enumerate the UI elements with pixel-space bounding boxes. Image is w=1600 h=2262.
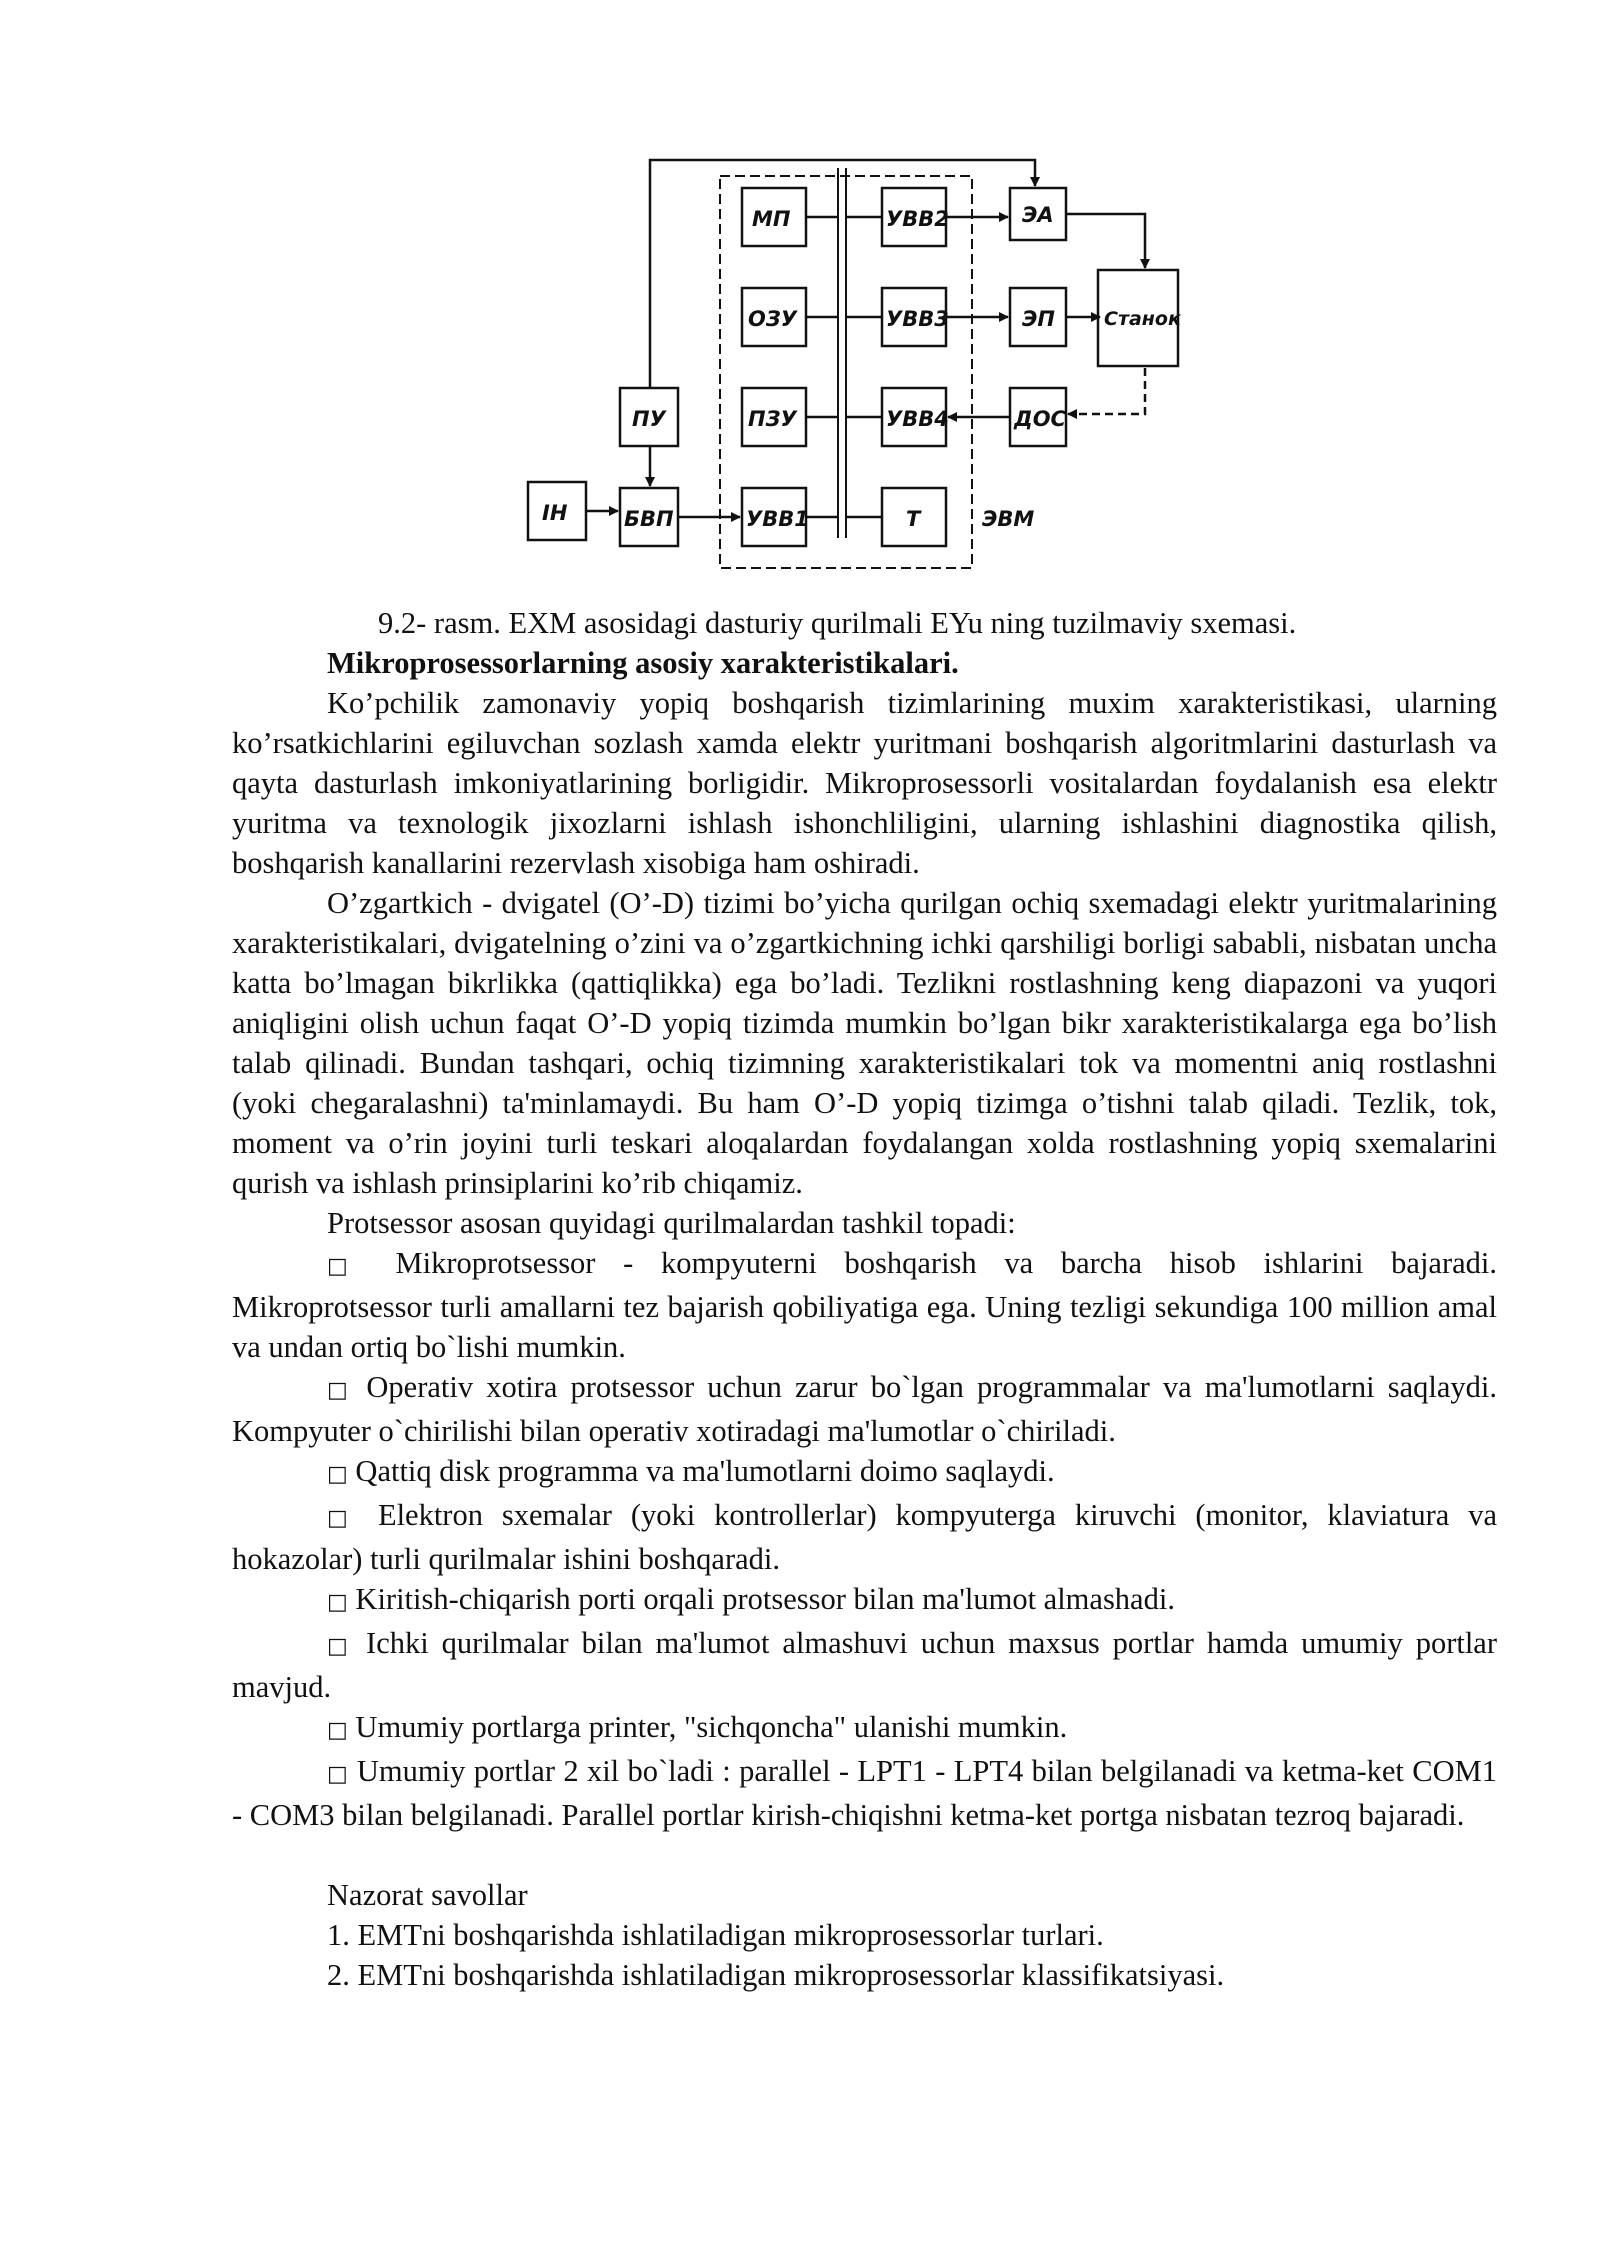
bullet-box-icon: □	[327, 1462, 348, 1487]
block-diagram	[520, 148, 1181, 578]
bullet-box-icon: □	[327, 1254, 368, 1279]
question-item: 2. EMTni boshqarishda ishlatiladigan mikroprosessorlar klassifikatsiyasi.	[327, 1958, 1225, 1992]
label-uvv1: УВВ1	[746, 507, 809, 531]
label-uvv4: УВВ4	[886, 407, 949, 431]
section-heading: Mikroprosessorlarning asosiy xarakteristikalari.	[327, 646, 959, 680]
paragraph-3: Protsessor asosan quyidagi qurilmalardan tashkil topadi:	[327, 1206, 1016, 1240]
bullet-item: □ Umumiy portlarga printer, "sichqoncha" ulanishi mumkin.	[327, 1710, 1068, 1744]
bullet-box-icon: □	[327, 1506, 360, 1531]
bullet-item: □ Ichki qurilmalar bilan ma'lumot almashuvi uchun maxsus portlar hamda umumiy portlar mavjud.	[232, 1626, 1497, 1704]
label-evm: ЭВМ	[982, 507, 1035, 531]
bullet-box-icon: □	[327, 1762, 349, 1787]
paragraph-2: O’zgartkich - dvigatel (O’-D) tizimi bo’yicha qurilgan ochiq sxemadagi elektr yuritmalarining xarakteristikalari, dvigatelning o’zini va o’zgartkichning ichki qarshiligi borligi sababli, nisbatan uncha katta bo’lmagan bikrlikka (qattiqlikka) ega bo’ladi. Tezlikni rostlashning keng diapazoni va yuqori aniqligini olish uchun faqat O’-D yopiq tizimda mumkin bo’lgan bikr xarakteristikalarga ega bo’lish talab qilinadi. Bundan tashqari, ochiq tizimning xarakteristikalari tok va momentni aniq rostlashni (yoki chegaralashni) ta'minlamaydi. Bu ham O’-D yopiq tizimga o’tishni talab qiladi. Tezlik, tok, moment va o’rin joyini turli teskari aloqalardan foydalangan xolda rostlashning yopiq sxemalarini qurish va ishlash prinsiplarini ko’rib chiqamiz.	[232, 886, 1497, 1200]
label-pzu: ПЗУ	[748, 407, 797, 431]
bullet-item: □ Mikroprotsessor - kompyuterni boshqarish va barcha hisob ishlarini bajaradi. Mikroprotsessor turli amallarni tez bajarish qobiliyatiga ega. Uning tezligi sekundiga 100 million amal va undan ortiq bo`lishi mumkin.	[232, 1246, 1498, 1364]
label-bvp: БВП	[624, 507, 674, 531]
bullet-item: □ Qattiq disk programma va ma'lumotlarni doimo saqlaydi.	[327, 1454, 1055, 1488]
bullet-box-icon: □	[327, 1718, 348, 1743]
bullet-item: □ Elektron sxemalar (yoki kontrollerlar) kompyuterga kiruvchi (monitor, klaviatura va hokazolar) turli qurilmalar ishini boshqaradi.	[232, 1498, 1497, 1576]
label-ep: ЭП	[1022, 307, 1055, 331]
bullet-item: □ Operativ xotira protsessor uchun zarur bo`lgan programmalar va ma'lumotlarni saqlaydi. Kompyuter o`chirilishi bilan operativ xotiradagi ma'lumotlar o`chiriladi.	[232, 1370, 1497, 1448]
label-uvv3: УВВ3	[886, 307, 949, 331]
label-stanok: Станок	[1104, 308, 1181, 330]
spacer	[232, 1835, 1497, 1875]
bullet-box-icon: □	[327, 1634, 354, 1659]
bullet-item: □ Umumiy portlar 2 xil bo`ladi : parallel - LPT1 - LPT4 bilan belgilanadi va ketma-ket COM1 - COM3 bilan belgilanadi. Parallel portlar kirish-chiqishni ketma-ket portga nisbatan tezroq bajaradi.	[232, 1754, 1497, 1832]
label-pu: ПУ	[632, 407, 666, 431]
label-mp: МП	[752, 207, 791, 231]
questions-title: Nazorat savollar	[327, 1878, 528, 1912]
text-body	[232, 603, 1497, 1995]
paragraph-1: Ko’pchilik zamonaviy yopiq boshqarish tizimlarining muxim xarakteristikasi, ularning ko’rsatkichlarini egiluvchan sozlash xamda elektr yuritmani boshqarish algoritmlarini dasturlash va qayta dasturlash imkoniyatlarining borligidir. Mikroprosessorli vositalardan foydalanish esa elektr yuritma va texnologik jixozlarni ishlash ishonchliligini, ularning ishlashini diagnostika qilish, boshqarish kanallarini rezervlash xisobiga ham oshiradi.	[232, 686, 1497, 880]
question-item: 1. EMTni boshqarishda ishlatiladigan mikroprosessorlar turlari.	[327, 1918, 1104, 1952]
bullet-item: □ Kiritish-chiqarish porti orqali protsessor bilan ma'lumot almashadi.	[327, 1582, 1175, 1616]
label-t: Т	[906, 507, 921, 531]
figure-caption: 9.2- rasm. EXM asosidagi dasturiy qurilmali EYu ning tuzilmaviy sxemasi.	[378, 606, 1297, 640]
label-ozu: ОЗУ	[748, 307, 797, 331]
bullet-box-icon: □	[327, 1590, 348, 1615]
label-in: ІН	[542, 501, 568, 525]
label-ea: ЭА	[1022, 203, 1054, 227]
label-uvv2: УВВ2	[886, 207, 949, 231]
bullet-box-icon: □	[327, 1378, 354, 1403]
label-dos: ДОС	[1014, 407, 1066, 431]
